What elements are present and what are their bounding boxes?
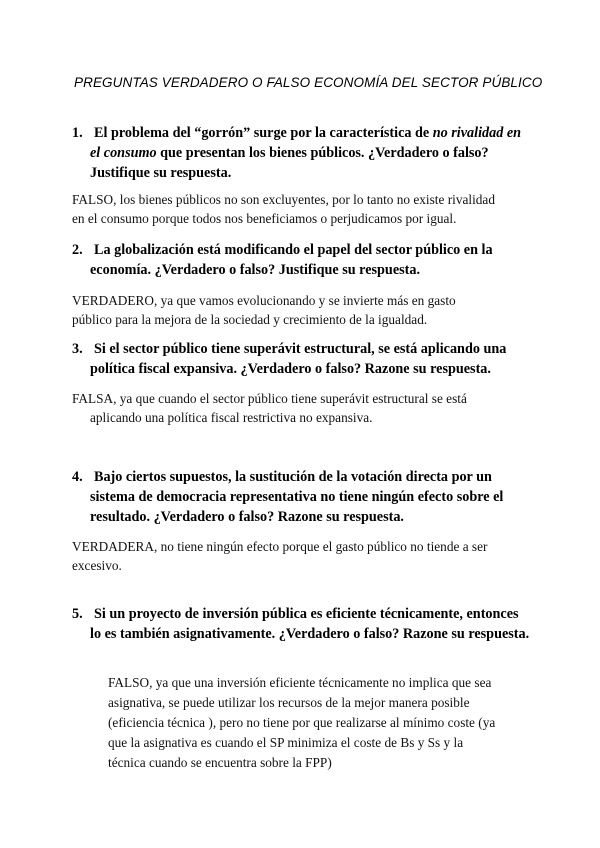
- answer-text: aplicando una política fiscal restrictiva no expansiva.: [90, 410, 373, 425]
- answer-text: asignativa, se puede utilizar los recursos de la mejor manera posible: [108, 695, 470, 710]
- question-text: lo es también asignativamente. ¿Verdadero o falso? Razone su respuesta.: [90, 626, 530, 642]
- answer-text: técnica cuando se encuentra sobre la FPP): [108, 755, 332, 770]
- question-text: Justifique su respuesta.: [90, 165, 232, 181]
- question-text: economía. ¿Verdadero o falso? Justifique su respuesta.: [90, 262, 421, 278]
- answer-text: FALSO, los bienes públicos no son excluyentes, por lo tanto no existe rivalidad: [72, 192, 495, 207]
- question-text: La globalización está modificando el papel del sector público en la: [94, 242, 493, 258]
- question-number: 4.: [72, 469, 83, 485]
- question-number: 2.: [72, 242, 83, 258]
- answer-text: VERDADERA, no tiene ningún efecto porque el gasto público no tiende a ser: [72, 539, 488, 554]
- question-text: que presentan los bienes públicos. ¿Verdadero o falso?: [156, 145, 489, 161]
- answer-text: excesivo.: [72, 558, 122, 573]
- answer-4: [72, 537, 487, 575]
- answer-text: FALSO, ya que una inversión eficiente técnicamente no implica que sea: [108, 675, 492, 690]
- answer-text: (eficiencia técnica ), pero no tiene por que realizarse al mínimo coste (ya: [108, 715, 496, 730]
- question-text: Si un proyecto de inversión pública es eficiente técnicamente, entonces: [94, 606, 519, 622]
- question-text: política fiscal expansiva. ¿Verdadero o falso? Razone su respuesta.: [90, 361, 491, 377]
- question-number: 3.: [72, 341, 83, 357]
- answer-text: en el consumo porque todos nos beneficiamos o perjudicamos por igual.: [72, 211, 457, 226]
- question-3: [72, 339, 542, 379]
- answer-text: que la asignativa es cuando el SP minimiza el coste de Bs y Ss y la: [108, 735, 464, 750]
- answer-1: [72, 190, 495, 228]
- question-emphasis: no rivalidad en: [432, 125, 522, 141]
- question-text: El problema del “gorrón” surge por la característica de: [94, 125, 433, 141]
- question-5: [72, 604, 542, 644]
- question-text: sistema de democracia representativa no tiene ningún efecto sobre el: [90, 489, 504, 505]
- question-emphasis: el consumo: [90, 145, 157, 161]
- question-text: Bajo ciertos supuestos, la sustitución de la votación directa por un: [94, 469, 492, 485]
- question-1: [72, 123, 542, 183]
- page-title: PREGUNTAS VERDADERO O FALSO ECONOMÍA DEL SECTOR PÚBLICO: [74, 75, 543, 90]
- question-number: 1.: [72, 125, 83, 141]
- answer-2: [72, 291, 456, 329]
- answer-3: [72, 389, 467, 427]
- answer-text: VERDADERO, ya que vamos evolucionando y se invierte más en gasto: [72, 293, 456, 308]
- question-4: [72, 467, 542, 527]
- answer-5: [108, 673, 495, 773]
- question-text: resultado. ¿Verdadero o falso? Razone su respuesta.: [90, 509, 404, 525]
- answer-text: público para la mejora de la sociedad y crecimiento de la igualdad.: [72, 312, 428, 327]
- question-2: [72, 240, 542, 280]
- answer-text: FALSA, ya que cuando el sector público tiene superávit estructural se está: [72, 391, 467, 406]
- question-number: 5.: [72, 606, 83, 622]
- question-text: Si el sector público tiene superávit estructural, se está aplicando una: [94, 341, 507, 357]
